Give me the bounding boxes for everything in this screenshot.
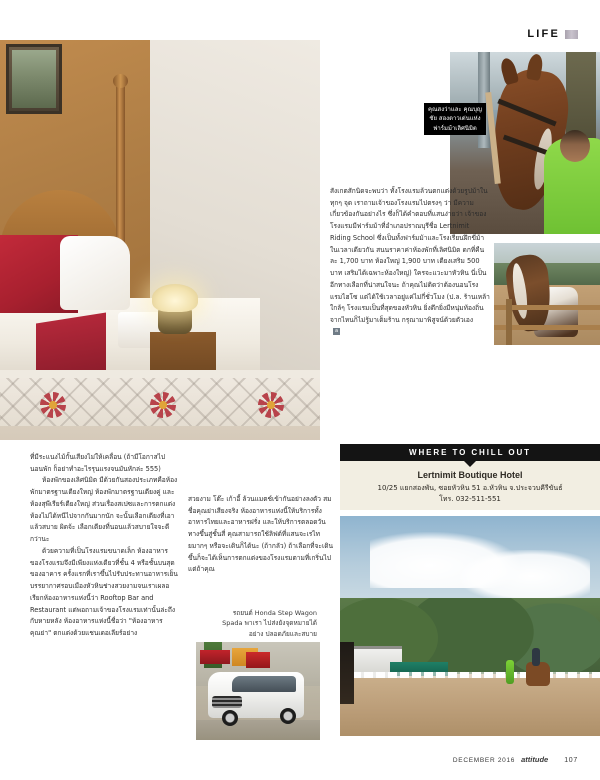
end-mark-icon: a: [334, 328, 339, 335]
horse-painting-icon: [19, 75, 49, 97]
section-swatch-icon: [565, 30, 578, 39]
where-to-chill-out-box: [340, 444, 600, 510]
body-column-left: [30, 452, 178, 640]
arena-foreground-shade: [340, 642, 354, 704]
paragraph: ด้วยความที่เป็นโรงแรมขนาดเล็ก ห้องอาหารของโรงแรมจึงมีเพียงแห่งเดียวที่ชั้น 4 หรือชั้นบนสุดของอาคาร ครั้งแรกที่เราขึ้นไปรับประทานอาหารเย็น บรรยากาศรอบเมืองหัวหินช่างสวยงามจนเราเผลอเรียกห้องอาหารแห่งนี้ว่า Rooftop Bar and Restaurant แต่พอถามเจ้าของโรงแรมเท่านั้นล่ะถึงกับหายหลัง ห้องอาหารแห่งนี้ชื่อว่า "ห้องอาหารคุณย่า" ตกแต่งด้วยแชนเดอเลียร์อย่าง: [30, 546, 178, 638]
caption-horse-photo: คุณสงว่าและ คุณบุญชัย สองดาวเด่นแห่ง ฟาร์มม้าเลิศนิมิต: [424, 103, 486, 135]
tile-flower-icon: [258, 392, 284, 418]
shop-sign: [200, 650, 230, 664]
arena-groom: [506, 660, 514, 684]
paragraph: สังเกตสักนิดจะพบว่า ทั้งโรงแรมล้วนตกแต่งด้วยรูปม้าในทุกๆ จุด เราถามเจ้าของโรงแรมไปตรงๆ ว่า มีความเกี่ยวข้องกันอย่างไร ซึ่งก็ได้คำตอบที่แสนง่ายว่า เจ้าของโรงแรมมีฟาร์มม้าที่อำเภอปราณบุรีชื่อ Lertnimit Riding School ซึ่งเป็นทั้งฟาร์มม้าและโรงเรียนฝึกขี่ม้าในเวลาเดียวกัน สนนราคาค่าห้องพักที่เลิศนิมิต ดกที่คืนละ 1,700 บาท ห้องใหญ่ 1,900 บาท เตียงเสริม 500 บาท เสริมได้เฉพาะห้องใหญ่) ใครจะแวะมาหัวหิน นี่เป็นอีกทางเลือกที่น่าสนใจนะ ถ้าคุณไม่ติดว่าต้องนอนโรงแรมไฮโซ แต่ได้ใช้เวลาอยู่แค่ไม่กี่ชั่วโมง (ป.ล. ร้านเหล้าใกล้ๆ โรงแรมเป็นที่สุดของหัวหิน ยิ่งดึกยิ่งมีหนุ่มท้องถิ่นจากไหนก็ไม่รู้มาเต็มร้าน กรุณามาพิสูจน์ด้วยตัวเอง: [330, 187, 490, 325]
handler-head: [560, 130, 590, 162]
footer-brand: attitude: [521, 755, 549, 764]
photo-horse-at-fence: [494, 243, 600, 345]
white-pillow: [60, 236, 130, 310]
van-ground: [196, 720, 320, 740]
arena-rider: [532, 648, 540, 666]
hotel-phone: โทร. 032-511-551: [439, 494, 501, 503]
section-label: LIFE: [527, 28, 560, 40]
article-end-line: [330, 327, 490, 339]
section-header: [527, 28, 578, 40]
paragraph: ที่มีระแนงไม้กั้นเสียงไม่ให้เคลื่อน (ถ้ามีโอกาสไปนอนพัก ก็อย่าทำอะไรรุนแรงจนมันหักล่ะ 555): [30, 453, 166, 473]
shop-sign: [246, 652, 270, 668]
caption-van-photo: รถยนต์ Honda Step Wagon Spada พาเรา ไปส่งยังจุดหมายได้อย่าง ปลอดภัยและสบาย: [214, 606, 320, 641]
chill-out-body: [340, 461, 600, 505]
chill-out-header: WHERE TO CHILL OUT: [340, 444, 600, 461]
photo-honda-step-wagon: [196, 642, 320, 740]
footer-page-number: 107: [564, 757, 578, 764]
photo-hotel-bedroom: [0, 40, 320, 440]
table-lamp-shade-icon: [152, 284, 198, 312]
arena-cloud: [460, 550, 590, 598]
page-footer: [453, 755, 578, 764]
photo-riding-arena: [340, 516, 600, 736]
paragraph: สวยงาม โต๊ะ เก้าอี้ ล้วนแมตช์เข้ากันอย่างลงตัว สมชื่อคุณย่าเสียงจริง ห้องอาหารแห่งนี้ให้บริการทั้งอาหารไทยและอาหารฝรั่ง และให้บริการตลอดวัน ทางขึ้นสู่ชั้นสี่ คุณสามารถใช้ลิฟต์ที่แสนจะเรไทยมากๆ หรือจะเดินก็ได้นะ (ถ้ากลัว) ถ้าเลือกที่จะเดินขึ้นก็จะได้เห็นการตกแต่งของโรงแรมตามที่เกริ่นไป แต่ถ้าคุณ: [188, 495, 333, 574]
body-column-middle: [188, 494, 334, 576]
van-wheel: [280, 708, 296, 724]
arena-sand-ground: [340, 678, 600, 736]
fence-post: [506, 299, 512, 345]
van-grille: [212, 696, 242, 708]
van-wheel: [222, 710, 238, 726]
van-windows: [232, 676, 296, 692]
tile-flower-icon: [40, 392, 66, 418]
bedroom-foreground-floor: [0, 426, 320, 440]
body-column-right-top: [330, 186, 490, 339]
horse-painting-frame: [6, 44, 62, 114]
hotel-address: 10/25 แยกสองพัน, ซอยหัวหิน 51 อ.หัวหิน จ.ประจวบคีรีขันธ์: [377, 484, 563, 492]
hotel-name: Lertnimit Boutique Hotel: [417, 470, 523, 480]
tile-flower-icon: [150, 392, 176, 418]
footer-issue: DECEMBER 2016: [452, 757, 516, 764]
paragraph: ห้องพักของเลิศนิมิต มีด้วยกันสองประเภทคือห้องพักมาตรฐานเตียงใหญ่ ห้องพักมาตรฐานเตียงคู่ และห้องสุพีเรียร์เตียงใหญ่ ส่วนเรื่องสเปซและการตกแต่งห้องไม่ได้หนีไปจากกันมากนัก จะนั้นเลือกเตียงที่เอาแล้วสบาย ผิดจ้ะ เลือกเตียงที่นอนแล้วสบายใจจะดีกว่านะ: [30, 476, 178, 544]
